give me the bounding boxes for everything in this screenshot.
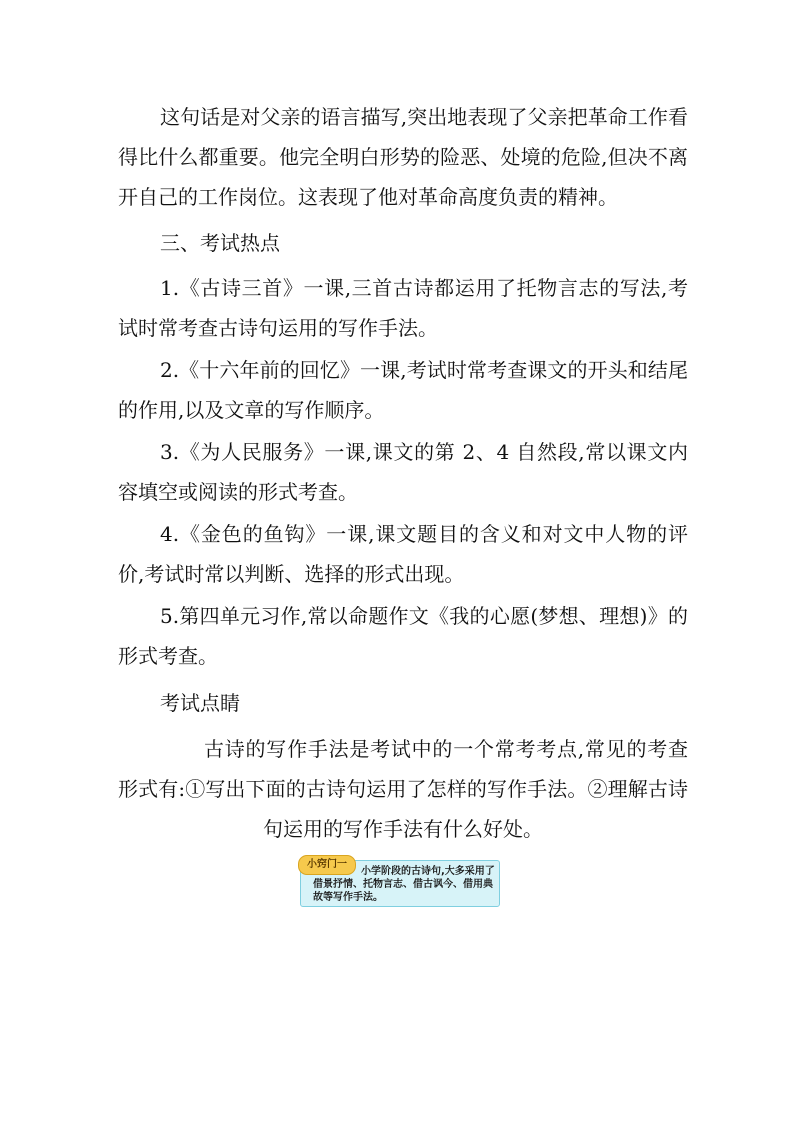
- list-item-golden-fish-hook: 4.《金色的鱼钩》一课,课文题目的含义和对文中人物的评价,考试时常以判断、选择的形式出现。: [118, 522, 688, 586]
- tip-card: [300, 860, 500, 907]
- tip-badge: 小窍门一: [298, 855, 356, 875]
- list-item-sixteen-years-memory: 2.《十六年前的回忆》一课,考试时常考查课文的开头和结尾的作用,以及文章的写作顺序。: [118, 358, 688, 422]
- list-item-ancient-poems: 1.《古诗三首》一课,三首古诗都运用了托物言志的写法,考试时常考查古诗句运用的写作手法。: [118, 276, 688, 340]
- section-heading-exam-hotspots: 三、考试热点: [160, 231, 280, 255]
- list-item-serve-the-people: 3.《为人民服务》一课,课文的第 2、4 自然段,常以课文内容填空或阅读的形式考查。: [118, 440, 688, 504]
- tip-text: 小学阶段的古诗句,大多采用了借景抒情、托物言志、借古讽今、借用典故等写作手法。: [313, 866, 495, 903]
- paragraph-exam-focus: 古诗的写作手法是考试中的一个常考考点,常见的考查形式有:①写出下面的古诗句运用了怎样的写作手法。②理解古诗句运用的写作手法有什么好处。: [118, 737, 688, 841]
- section-heading-exam-focus: 考试点睛: [160, 691, 240, 715]
- list-item-unit-four-writing: 5.第四单元习作,常以命题作文《我的心愿(梦想、理想)》的形式考查。: [118, 604, 688, 668]
- paragraph-father-description: 这句话是对父亲的语言描写,突出地表现了父亲把革命工作看得比什么都重要。他完全明白形势的险恶、处境的危险,但决不离开自己的工作岗位。这表现了他对革命高度负责的精神。: [118, 105, 688, 209]
